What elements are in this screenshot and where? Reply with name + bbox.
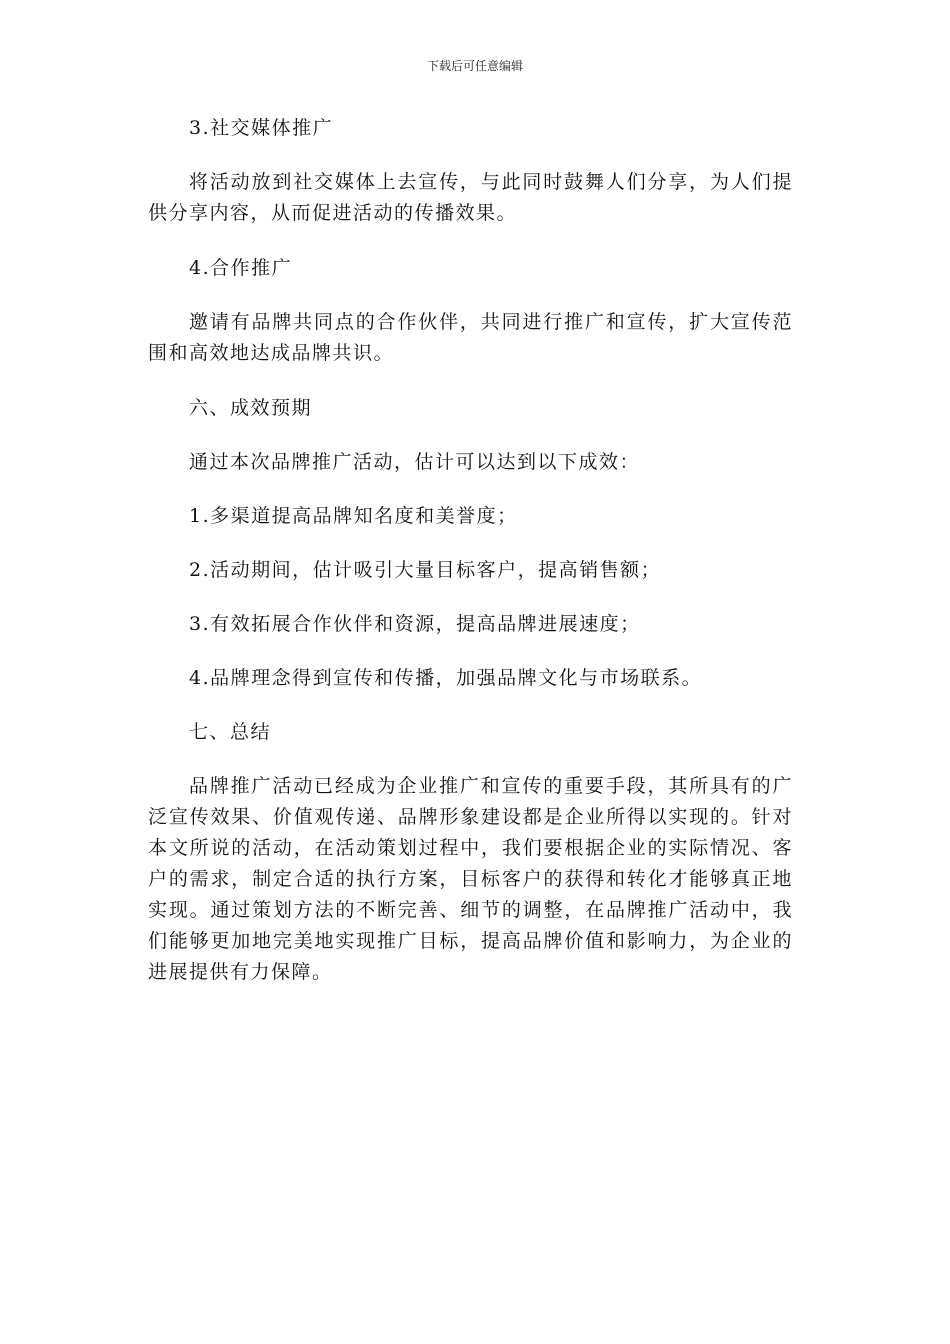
list-item-result-3: 3.有效拓展合作伙伴和资源，提高品牌进展速度； — [189, 613, 641, 635]
section-heading-summary: 七、总结 — [189, 721, 272, 743]
section-heading-partnership: 4.合作推广 — [189, 257, 293, 279]
paragraph-partnership: 邀请有品牌共同点的合作伙伴，共同进行推广和宣传，扩大宣传范围和高效地达成品牌共识。 — [148, 311, 793, 364]
paragraph-summary: 品牌推广活动已经成为企业推广和宣传的重要手段，其所具有的广泛宣传效果、价值观传递、品牌形象建设都是企业所得以实现的。针对本文所说的活动，在活动策划过程中，我们要根据企业的实际情况、客户的需求，制定合适的执行方案，目标客户的获得和转化才能够真正地实现。通过策划方法的不断完善、细节的调整，在品牌推广活动中，我们能够更加地完美地实现推广目标，提高品牌价值和影响力，为企业的进展提供有力保障。 — [148, 775, 793, 983]
paragraph-expected-intro: 通过本次品牌推广活动，估计可以达到以下成效： — [189, 451, 641, 473]
page-header: 下载后可任意编辑 — [426, 59, 523, 73]
list-item-result-1: 1.多渠道提高品牌知名度和美誉度； — [189, 505, 518, 527]
paragraph-social-media: 将活动放到社交媒体上去宣传，与此同时鼓舞人们分享，为人们提供分享内容，从而促进活动的传播效果。 — [148, 171, 793, 224]
list-item-result-4: 4.品牌理念得到宣传和传播，加强品牌文化与市场联系。 — [189, 667, 703, 689]
list-item-result-2: 2.活动期间，估计吸引大量目标客户，提高销售额； — [189, 559, 662, 581]
section-heading-social-media: 3.社交媒体推广 — [189, 117, 334, 139]
section-heading-expected-results: 六、成效预期 — [189, 397, 313, 419]
document-body — [148, 113, 793, 1012]
